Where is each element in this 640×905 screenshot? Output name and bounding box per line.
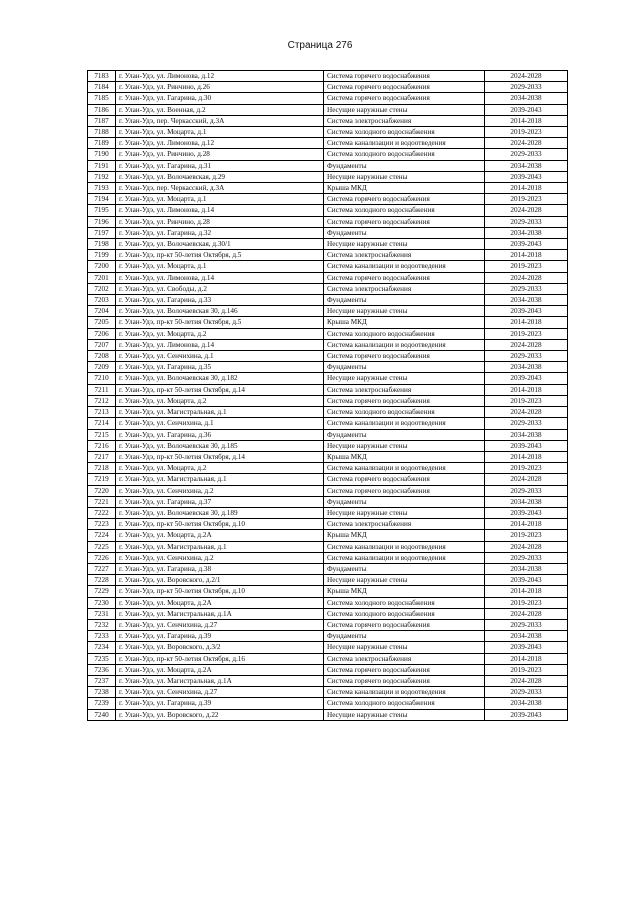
address-cell: г. Улан-Удэ, пр-кт 50-летия Октября, д.14 xyxy=(116,384,324,395)
period-cell: 2029-2033 xyxy=(485,485,568,496)
system-cell: Несущие наружные стены xyxy=(324,440,485,451)
address-cell: г. Улан-Удэ, ул. Сенчихина, д.1 xyxy=(116,351,324,362)
system-cell: Несущие наружные стены xyxy=(324,575,485,586)
row-number: 7233 xyxy=(88,631,116,642)
table-row xyxy=(88,463,568,474)
system-cell: Фундаменты xyxy=(324,631,485,642)
row-number: 7226 xyxy=(88,552,116,563)
table-row xyxy=(88,418,568,429)
row-number: 7192 xyxy=(88,171,116,182)
row-number: 7237 xyxy=(88,675,116,686)
row-number: 7236 xyxy=(88,664,116,675)
system-cell: Фундаменты xyxy=(324,160,485,171)
system-cell: Фундаменты xyxy=(324,563,485,574)
row-number: 7190 xyxy=(88,149,116,160)
system-cell: Система горячего водоснабжения xyxy=(324,216,485,227)
address-cell: г. Улан-Удэ, ул. Сенчихина, д.27 xyxy=(116,687,324,698)
page-title: Страница 276 xyxy=(287,40,353,51)
row-number: 7204 xyxy=(88,306,116,317)
row-number: 7223 xyxy=(88,519,116,530)
system-cell: Система электроснабжения xyxy=(324,115,485,126)
period-cell: 2034-2038 xyxy=(485,429,568,440)
period-cell: 2034-2038 xyxy=(485,698,568,709)
table-row xyxy=(88,619,568,630)
row-number: 7187 xyxy=(88,115,116,126)
system-cell: Система электроснабжения xyxy=(324,653,485,664)
row-number: 7208 xyxy=(88,351,116,362)
address-cell: г. Улан-Удэ, ул. Гагарина, д.33 xyxy=(116,295,324,306)
row-number: 7212 xyxy=(88,395,116,406)
address-cell: г. Улан-Удэ, пр-кт 50-летия Октября, д.14 xyxy=(116,451,324,462)
address-cell: г. Улан-Удэ, ул. Моцарта, д.1 xyxy=(116,194,324,205)
period-cell: 2034-2038 xyxy=(485,295,568,306)
system-cell: Несущие наружные стены xyxy=(324,104,485,115)
row-number: 7234 xyxy=(88,642,116,653)
system-cell: Система горячего водоснабжения xyxy=(324,664,485,675)
row-number: 7221 xyxy=(88,496,116,507)
row-number: 7198 xyxy=(88,239,116,250)
address-cell: г. Улан-Удэ, ул. Ринчино, д.28 xyxy=(116,149,324,160)
system-cell: Фундаменты xyxy=(324,496,485,507)
table-row xyxy=(88,440,568,451)
system-cell: Система горячего водоснабжения xyxy=(324,272,485,283)
row-number: 7211 xyxy=(88,384,116,395)
address-cell: г. Улан-Удэ, ул. Ринчино, д.28 xyxy=(116,216,324,227)
address-cell: г. Улан-Удэ, пр-кт 50-летия Октября, д.10 xyxy=(116,586,324,597)
system-cell: Система канализации и водоотведения xyxy=(324,687,485,698)
table-row xyxy=(88,183,568,194)
period-cell: 2019-2023 xyxy=(485,261,568,272)
address-cell: г. Улан-Удэ, ул. Моцарта, д.2А xyxy=(116,664,324,675)
address-cell: г. Улан-Удэ, ул. Гагарина, д.30 xyxy=(116,93,324,104)
system-cell: Система горячего водоснабжения xyxy=(324,93,485,104)
period-cell: 2039-2043 xyxy=(485,507,568,518)
table-row xyxy=(88,205,568,216)
row-number: 7207 xyxy=(88,339,116,350)
table-row xyxy=(88,127,568,138)
system-cell: Система горячего водоснабжения xyxy=(324,395,485,406)
table-row xyxy=(88,530,568,541)
system-cell: Несущие наружные стены xyxy=(324,171,485,182)
system-cell: Несущие наружные стены xyxy=(324,239,485,250)
system-cell: Несущие наружные стены xyxy=(324,373,485,384)
address-cell: г. Улан-Удэ, ул. Гагарина, д.36 xyxy=(116,429,324,440)
period-cell: 2019-2023 xyxy=(485,127,568,138)
row-number: 7222 xyxy=(88,507,116,518)
period-cell: 2039-2043 xyxy=(485,709,568,720)
period-cell: 2019-2023 xyxy=(485,328,568,339)
address-cell: г. Улан-Удэ, ул. Воровского, д.22 xyxy=(116,709,324,720)
row-number: 7209 xyxy=(88,362,116,373)
address-cell: г. Улан-Удэ, ул. Волочаевская, д.29 xyxy=(116,171,324,182)
table-row xyxy=(88,71,568,82)
address-cell: г. Улан-Удэ, ул. Моцарта, д.2 xyxy=(116,395,324,406)
table-row xyxy=(88,664,568,675)
address-cell: г. Улан-Удэ, ул. Магистральная, д.1 xyxy=(116,541,324,552)
registry-table-body xyxy=(88,71,568,721)
row-number: 7227 xyxy=(88,563,116,574)
period-cell: 2034-2038 xyxy=(485,227,568,238)
period-cell: 2039-2043 xyxy=(485,104,568,115)
row-number: 7201 xyxy=(88,272,116,283)
address-cell: г. Улан-Удэ, ул. Ринчино, д.26 xyxy=(116,82,324,93)
address-cell: г. Улан-Удэ, ул. Гагарина, д.39 xyxy=(116,698,324,709)
row-number: 7217 xyxy=(88,451,116,462)
row-number: 7235 xyxy=(88,653,116,664)
system-cell: Система канализации и водоотведения xyxy=(324,339,485,350)
table-row xyxy=(88,362,568,373)
address-cell: г. Улан-Удэ, пр-кт 50-летия Октября, д.5 xyxy=(116,317,324,328)
period-cell: 2024-2028 xyxy=(485,541,568,552)
address-cell: г. Улан-Удэ, ул. Сенчихина, д.27 xyxy=(116,619,324,630)
row-number: 7228 xyxy=(88,575,116,586)
system-cell: Система горячего водоснабжения xyxy=(324,82,485,93)
system-cell: Система холодного водоснабжения xyxy=(324,597,485,608)
row-number: 7230 xyxy=(88,597,116,608)
system-cell: Система горячего водоснабжения xyxy=(324,474,485,485)
table-row xyxy=(88,373,568,384)
row-number: 7240 xyxy=(88,709,116,720)
period-cell: 2014-2018 xyxy=(485,384,568,395)
system-cell: Система горячего водоснабжения xyxy=(324,675,485,686)
system-cell: Система холодного водоснабжения xyxy=(324,698,485,709)
row-number: 7232 xyxy=(88,619,116,630)
period-cell: 2029-2033 xyxy=(485,216,568,227)
period-cell: 2029-2033 xyxy=(485,418,568,429)
period-cell: 2039-2043 xyxy=(485,440,568,451)
row-number: 7184 xyxy=(88,82,116,93)
system-cell: Система горячего водоснабжения xyxy=(324,71,485,82)
period-cell: 2014-2018 xyxy=(485,250,568,261)
address-cell: г. Улан-Удэ, ул. Волочаевская, д.30/1 xyxy=(116,239,324,250)
row-number: 7225 xyxy=(88,541,116,552)
address-cell: г. Улан-Удэ, пр-кт 50-летия Октября, д.16 xyxy=(116,653,324,664)
system-cell: Фундаменты xyxy=(324,227,485,238)
table-row xyxy=(88,507,568,518)
address-cell: г. Улан-Удэ, ул. Магистральная, д.1 xyxy=(116,407,324,418)
system-cell: Несущие наружные стены xyxy=(324,642,485,653)
address-cell: г. Улан-Удэ, ул. Сенчихина, д.2 xyxy=(116,552,324,563)
period-cell: 2024-2028 xyxy=(485,138,568,149)
period-cell: 2024-2028 xyxy=(485,474,568,485)
period-cell: 2014-2018 xyxy=(485,586,568,597)
address-cell: г. Улан-Удэ, ул. Магистральная, д.1 xyxy=(116,474,324,485)
table-row xyxy=(88,317,568,328)
period-cell: 2034-2038 xyxy=(485,160,568,171)
system-cell: Система горячего водоснабжения xyxy=(324,485,485,496)
system-cell: Система канализации и водоотведения xyxy=(324,418,485,429)
table-row xyxy=(88,496,568,507)
address-cell: г. Улан-Удэ, ул. Лимонова, д.14 xyxy=(116,339,324,350)
period-cell: 2024-2028 xyxy=(485,71,568,82)
period-cell: 2024-2028 xyxy=(485,608,568,619)
period-cell: 2034-2038 xyxy=(485,93,568,104)
address-cell: г. Улан-Удэ, ул. Моцарта, д.2 xyxy=(116,463,324,474)
table-row xyxy=(88,586,568,597)
system-cell: Система холодного водоснабжения xyxy=(324,407,485,418)
row-number: 7220 xyxy=(88,485,116,496)
system-cell: Система канализации и водоотведения xyxy=(324,261,485,272)
table-row xyxy=(88,653,568,664)
table-row xyxy=(88,407,568,418)
system-cell: Система холодного водоснабжения xyxy=(324,205,485,216)
system-cell: Крыша МКД xyxy=(324,317,485,328)
system-cell: Система горячего водоснабжения xyxy=(324,194,485,205)
system-cell: Фундаменты xyxy=(324,429,485,440)
address-cell: г. Улан-Удэ, пер. Черкасский, д.3А xyxy=(116,115,324,126)
address-cell: г. Улан-Удэ, ул. Гагарина, д.39 xyxy=(116,631,324,642)
address-cell: г. Улан-Удэ, ул. Моцарта, д.1 xyxy=(116,261,324,272)
address-cell: г. Улан-Удэ, ул. Сенчихина, д.1 xyxy=(116,418,324,429)
row-number: 7196 xyxy=(88,216,116,227)
address-cell: г. Улан-Удэ, ул. Волочаевская 30, д.189 xyxy=(116,507,324,518)
table-row xyxy=(88,239,568,250)
row-number: 7238 xyxy=(88,687,116,698)
period-cell: 2024-2028 xyxy=(485,205,568,216)
table-row xyxy=(88,138,568,149)
row-number: 7202 xyxy=(88,283,116,294)
address-cell: г. Улан-Удэ, ул. Волочаевская 30, д.146 xyxy=(116,306,324,317)
table-row xyxy=(88,709,568,720)
period-cell: 2034-2038 xyxy=(485,362,568,373)
system-cell: Система канализации и водоотведения xyxy=(324,541,485,552)
system-cell: Система канализации и водоотведения xyxy=(324,138,485,149)
row-number: 7218 xyxy=(88,463,116,474)
period-cell: 2019-2023 xyxy=(485,530,568,541)
address-cell: г. Улан-Удэ, ул. Магистральная, д.1А xyxy=(116,608,324,619)
address-cell: г. Улан-Удэ, пр-кт 50-летия Октября, д.10 xyxy=(116,519,324,530)
address-cell: г. Улан-Удэ, ул. Военная, д.2 xyxy=(116,104,324,115)
period-cell: 2029-2033 xyxy=(485,552,568,563)
table-row xyxy=(88,250,568,261)
period-cell: 2024-2028 xyxy=(485,407,568,418)
table-row xyxy=(88,160,568,171)
address-cell: г. Улан-Удэ, ул. Гагарина, д.35 xyxy=(116,362,324,373)
row-number: 7203 xyxy=(88,295,116,306)
table-row xyxy=(88,474,568,485)
period-cell: 2029-2033 xyxy=(485,149,568,160)
table-row xyxy=(88,351,568,362)
system-cell: Крыша МКД xyxy=(324,451,485,462)
row-number: 7193 xyxy=(88,183,116,194)
table-row xyxy=(88,519,568,530)
table-row xyxy=(88,395,568,406)
period-cell: 2024-2028 xyxy=(485,272,568,283)
period-cell: 2019-2023 xyxy=(485,597,568,608)
period-cell: 2014-2018 xyxy=(485,183,568,194)
period-cell: 2014-2018 xyxy=(485,653,568,664)
address-cell: г. Улан-Удэ, пер. Черкасский, д.3А xyxy=(116,183,324,194)
address-cell: г. Улан-Удэ, пр-кт 50-летия Октября, д.5 xyxy=(116,250,324,261)
address-cell: г. Улан-Удэ, ул. Свободы, д.2 xyxy=(116,283,324,294)
address-cell: г. Улан-Удэ, ул. Гагарина, д.37 xyxy=(116,496,324,507)
period-cell: 2034-2038 xyxy=(485,496,568,507)
row-number: 7185 xyxy=(88,93,116,104)
row-number: 7206 xyxy=(88,328,116,339)
table-row xyxy=(88,261,568,272)
table-row xyxy=(88,339,568,350)
row-number: 7197 xyxy=(88,227,116,238)
table-row xyxy=(88,115,568,126)
address-cell: г. Улан-Удэ, ул. Лимонова, д.14 xyxy=(116,205,324,216)
table-row xyxy=(88,642,568,653)
row-number: 7195 xyxy=(88,205,116,216)
address-cell: г. Улан-Удэ, ул. Моцарта, д.2А xyxy=(116,530,324,541)
row-number: 7186 xyxy=(88,104,116,115)
row-number: 7210 xyxy=(88,373,116,384)
period-cell: 2039-2043 xyxy=(485,575,568,586)
system-cell: Система электроснабжения xyxy=(324,283,485,294)
table-row xyxy=(88,429,568,440)
table-row xyxy=(88,384,568,395)
address-cell: г. Улан-Удэ, ул. Волочаевская 30, д.185 xyxy=(116,440,324,451)
system-cell: Система холодного водоснабжения xyxy=(324,149,485,160)
row-number: 7213 xyxy=(88,407,116,418)
table-row xyxy=(88,149,568,160)
system-cell: Система холодного водоснабжения xyxy=(324,608,485,619)
system-cell: Система электроснабжения xyxy=(324,384,485,395)
system-cell: Крыша МКД xyxy=(324,183,485,194)
period-cell: 2029-2033 xyxy=(485,619,568,630)
row-number: 7229 xyxy=(88,586,116,597)
address-cell: г. Улан-Удэ, ул. Лимонова, д.14 xyxy=(116,272,324,283)
period-cell: 2014-2018 xyxy=(485,317,568,328)
period-cell: 2039-2043 xyxy=(485,306,568,317)
table-row xyxy=(88,451,568,462)
table-row xyxy=(88,194,568,205)
period-cell: 2019-2023 xyxy=(485,664,568,675)
period-cell: 2029-2033 xyxy=(485,687,568,698)
table-row xyxy=(88,306,568,317)
system-cell: Фундаменты xyxy=(324,295,485,306)
table-row xyxy=(88,227,568,238)
period-cell: 2014-2018 xyxy=(485,451,568,462)
address-cell: г. Улан-Удэ, ул. Волочаевская 30, д.182 xyxy=(116,373,324,384)
table-row xyxy=(88,216,568,227)
address-cell: г. Улан-Удэ, ул. Лимонова, д.12 xyxy=(116,138,324,149)
address-cell: г. Улан-Удэ, ул. Моцарта, д.1 xyxy=(116,127,324,138)
table-row xyxy=(88,631,568,642)
row-number: 7183 xyxy=(88,71,116,82)
table-row xyxy=(88,675,568,686)
address-cell: г. Улан-Удэ, ул. Моцарта, д.2 xyxy=(116,328,324,339)
row-number: 7224 xyxy=(88,530,116,541)
system-cell: Система холодного водоснабжения xyxy=(324,328,485,339)
row-number: 7231 xyxy=(88,608,116,619)
period-cell: 2034-2038 xyxy=(485,631,568,642)
period-cell: 2014-2018 xyxy=(485,115,568,126)
row-number: 7214 xyxy=(88,418,116,429)
system-cell: Система горячего водоснабжения xyxy=(324,351,485,362)
system-cell: Фундаменты xyxy=(324,362,485,373)
system-cell: Система горячего водоснабжения xyxy=(324,619,485,630)
row-number: 7189 xyxy=(88,138,116,149)
period-cell: 2024-2028 xyxy=(485,339,568,350)
system-cell: Система канализации и водоотведения xyxy=(324,463,485,474)
period-cell: 2034-2038 xyxy=(485,563,568,574)
table-row xyxy=(88,82,568,93)
table-row xyxy=(88,171,568,182)
period-cell: 2029-2033 xyxy=(485,283,568,294)
system-cell: Несущие наружные стены xyxy=(324,306,485,317)
period-cell: 2024-2028 xyxy=(485,675,568,686)
period-cell: 2039-2043 xyxy=(485,239,568,250)
registry-table xyxy=(87,70,568,721)
row-number: 7239 xyxy=(88,698,116,709)
table-row xyxy=(88,575,568,586)
table-row xyxy=(88,328,568,339)
address-cell: г. Улан-Удэ, ул. Гагарина, д.32 xyxy=(116,227,324,238)
period-cell: 2014-2018 xyxy=(485,519,568,530)
row-number: 7216 xyxy=(88,440,116,451)
address-cell: г. Улан-Удэ, ул. Воровского, д.2/1 xyxy=(116,575,324,586)
row-number: 7199 xyxy=(88,250,116,261)
table-row xyxy=(88,597,568,608)
address-cell: г. Улан-Удэ, ул. Воровского, д.3/2 xyxy=(116,642,324,653)
row-number: 7200 xyxy=(88,261,116,272)
address-cell: г. Улан-Удэ, ул. Магистральная, д.1А xyxy=(116,675,324,686)
table-row xyxy=(88,272,568,283)
address-cell: г. Улан-Удэ, ул. Гагарина, д.38 xyxy=(116,563,324,574)
period-cell: 2039-2043 xyxy=(485,642,568,653)
period-cell: 2039-2043 xyxy=(485,373,568,384)
period-cell: 2019-2023 xyxy=(485,395,568,406)
table-row xyxy=(88,104,568,115)
row-number: 7191 xyxy=(88,160,116,171)
table-row xyxy=(88,541,568,552)
period-cell: 2019-2023 xyxy=(485,194,568,205)
table-row xyxy=(88,563,568,574)
system-cell: Несущие наружные стены xyxy=(324,709,485,720)
system-cell: Крыша МКД xyxy=(324,586,485,597)
period-cell: 2029-2033 xyxy=(485,82,568,93)
table-row xyxy=(88,295,568,306)
system-cell: Система электроснабжения xyxy=(324,250,485,261)
period-cell: 2029-2033 xyxy=(485,351,568,362)
row-number: 7188 xyxy=(88,127,116,138)
table-row xyxy=(88,485,568,496)
row-number: 7215 xyxy=(88,429,116,440)
system-cell: Система канализации и водоотведения xyxy=(324,552,485,563)
table-row xyxy=(88,93,568,104)
table-row xyxy=(88,687,568,698)
system-cell: Система электроснабжения xyxy=(324,519,485,530)
address-cell: г. Улан-Удэ, ул. Сенчихина, д.2 xyxy=(116,485,324,496)
address-cell: г. Улан-Удэ, ул. Лимонова, д.12 xyxy=(116,71,324,82)
address-cell: г. Улан-Удэ, ул. Гагарина, д.31 xyxy=(116,160,324,171)
system-cell: Система холодного водоснабжения xyxy=(324,127,485,138)
row-number: 7194 xyxy=(88,194,116,205)
row-number: 7205 xyxy=(88,317,116,328)
system-cell: Несущие наружные стены xyxy=(324,507,485,518)
address-cell: г. Улан-Удэ, ул. Моцарта, д.2А xyxy=(116,597,324,608)
period-cell: 2019-2023 xyxy=(485,463,568,474)
table-row xyxy=(88,608,568,619)
table-row xyxy=(88,552,568,563)
system-cell: Крыша МКД xyxy=(324,530,485,541)
row-number: 7219 xyxy=(88,474,116,485)
period-cell: 2039-2043 xyxy=(485,171,568,182)
table-row xyxy=(88,698,568,709)
table-row xyxy=(88,283,568,294)
